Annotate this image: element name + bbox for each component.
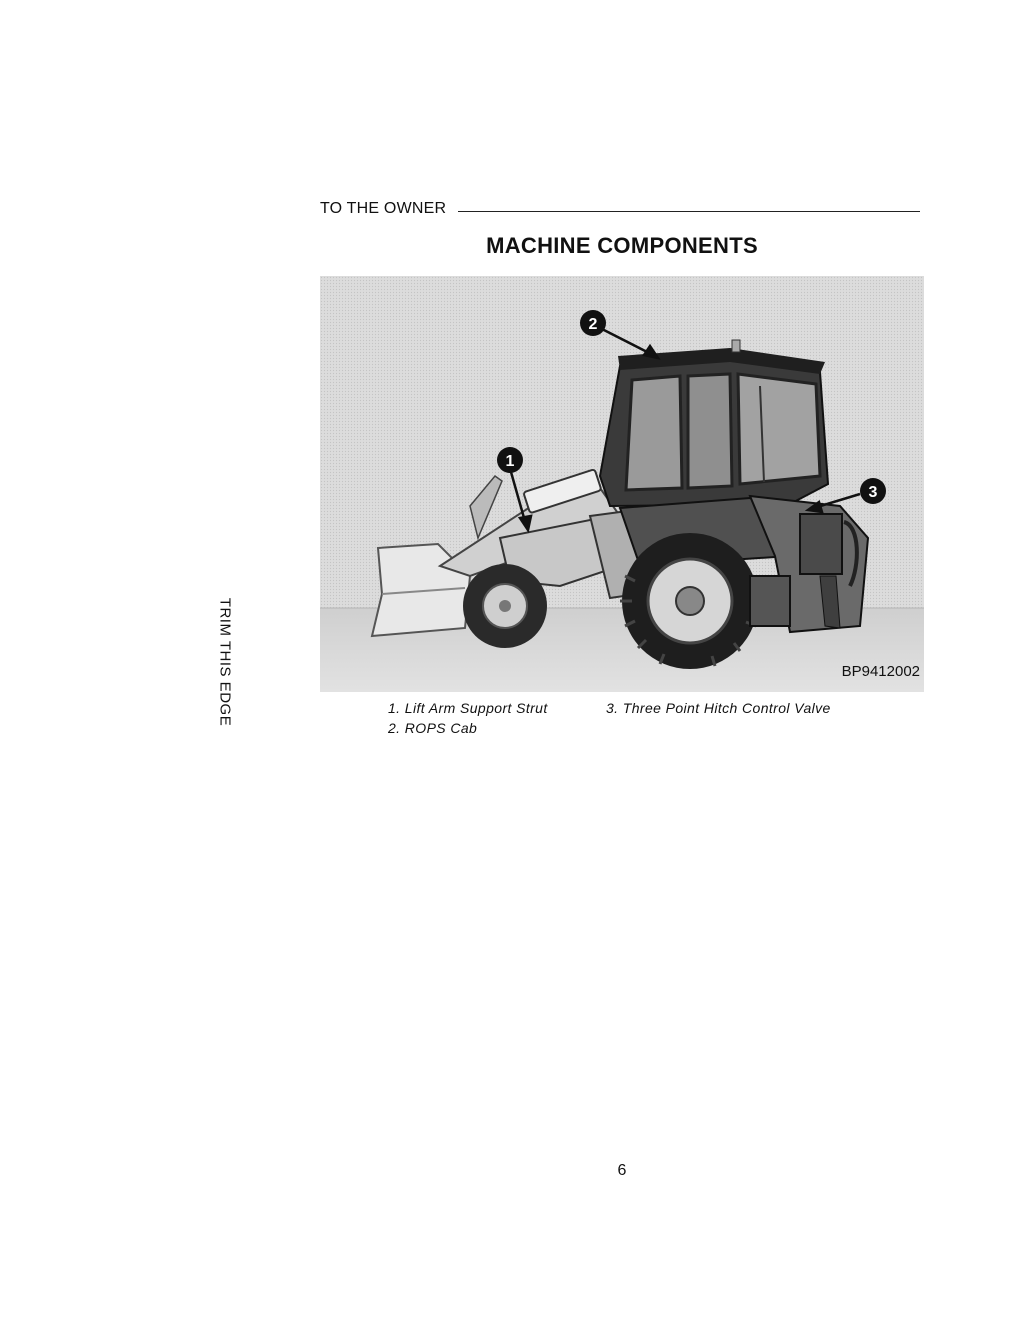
machine-photo [320, 276, 924, 692]
trim-edge-note: TRIM THIS EDGE [216, 597, 234, 727]
page-number: 6 [617, 1162, 627, 1179]
section-title: TO THE OWNER [320, 200, 447, 217]
callout-3: 3 [868, 484, 878, 501]
caption-item: 3. Three Point Hitch Control Valve [606, 700, 831, 716]
caption-item: 2. ROPS Cab [388, 720, 478, 736]
header-rule [458, 211, 920, 212]
caption-item: 1. Lift Arm Support Strut [388, 700, 548, 716]
caption-column-right [606, 698, 831, 718]
caption-column-left [388, 698, 548, 738]
page-title: MACHINE COMPONENTS [486, 233, 758, 258]
section-header [320, 196, 920, 218]
callout-1: 1 [505, 453, 515, 470]
loader-backhoe-illustration [320, 276, 924, 692]
figure-code: BP9412002 [841, 663, 920, 680]
callout-2: 2 [588, 316, 598, 333]
